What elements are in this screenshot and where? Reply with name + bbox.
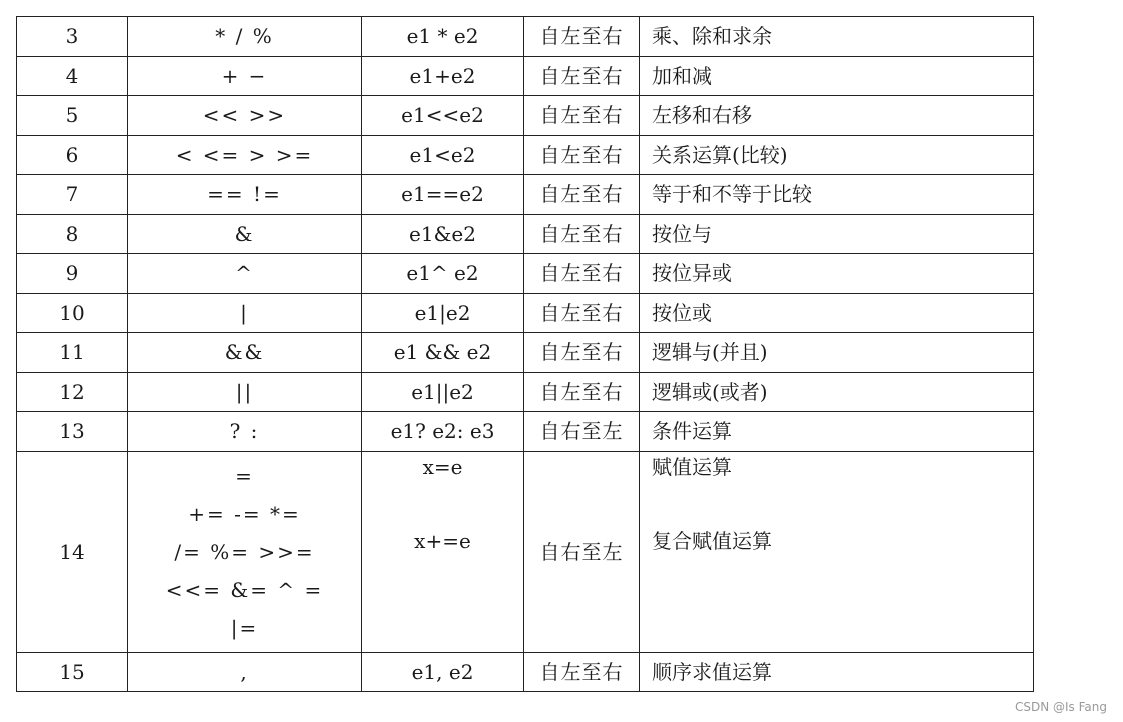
precedence-cell: 14 [17,451,128,652]
precedence-cell: 3 [17,17,128,57]
operators-cell: | [128,293,362,333]
description-cell: 关系运算(比较) [640,135,1034,175]
operator-line: += -= *= [188,501,301,526]
operators-cell: << >> [128,96,362,136]
operators-cell: ? : [128,412,362,452]
table-row [17,254,1034,294]
description-cell: 加和减 [640,56,1034,96]
example-cell: e1+e2 [362,56,524,96]
associativity-cell: 自左至右 [524,175,640,215]
table-body [17,17,1034,692]
example-cell: e1<<e2 [362,96,524,136]
table-row [17,135,1034,175]
example-cell: e1|e2 [362,293,524,333]
table-row [17,214,1034,254]
associativity-cell: 自左至右 [524,372,640,412]
associativity-cell: 自左至右 [524,333,640,373]
table-row [17,96,1034,136]
description-cell: 按位与 [640,214,1034,254]
associativity-cell: 自左至右 [524,214,640,254]
description-cell: 左移和右移 [640,96,1034,136]
table-row [17,293,1034,333]
example-cell: e1 * e2 [362,17,524,57]
example-cell [362,451,524,652]
associativity-cell: 自左至右 [524,96,640,136]
example-cell: e1? e2: e3 [362,412,524,452]
table-row [17,372,1034,412]
operator-line: |= [230,615,259,640]
example-cell: e1<e2 [362,135,524,175]
operators-cell: == != [128,175,362,215]
operators-cell: ^ [128,254,362,294]
precedence-cell: 10 [17,293,128,333]
example-line: x=e [422,454,463,479]
description-line: 复合赋值运算 [652,528,772,553]
description-cell: 逻辑或(或者) [640,372,1034,412]
operators-cell: || [128,372,362,412]
associativity-cell: 自右至左 [524,412,640,452]
description-cell: 按位或 [640,293,1034,333]
associativity-cell: 自左至右 [524,135,640,175]
operators-cell: < <= > >= [128,135,362,175]
precedence-cell: 9 [17,254,128,294]
precedence-cell: 6 [17,135,128,175]
precedence-cell: 12 [17,372,128,412]
description-cell [640,451,1034,652]
associativity-cell: 自左至右 [524,56,640,96]
operator-precedence-table [16,16,1034,692]
precedence-cell: 13 [17,412,128,452]
description-cell: 条件运算 [640,412,1034,452]
table-row [17,175,1034,215]
associativity-cell: 自左至右 [524,17,640,57]
precedence-cell: 7 [17,175,128,215]
associativity-cell: 自左至右 [524,652,640,692]
operators-cell: & [128,214,362,254]
table-row [17,412,1034,452]
table-row [17,17,1034,57]
description-line: 赋值运算 [652,454,732,479]
example-cell: e1==e2 [362,175,524,215]
precedence-cell: 4 [17,56,128,96]
table-row [17,652,1034,692]
description-cell: 按位异或 [640,254,1034,294]
description-cell: 等于和不等于比较 [640,175,1034,215]
table-row [17,333,1034,373]
example-cell: e1^ e2 [362,254,524,294]
precedence-cell: 15 [17,652,128,692]
operators-cell: , [128,652,362,692]
associativity-cell: 自左至右 [524,254,640,294]
example-line: x+=e [414,528,471,553]
operators-cell: && [128,333,362,373]
example-cell: e1, e2 [362,652,524,692]
operators-cell [128,451,362,652]
watermark-text: CSDN @Is Fang [1014,700,1107,714]
table-row [17,56,1034,96]
operators-cell: + − [128,56,362,96]
table-row-assignment [17,451,1034,652]
operator-line: /= %= >>= [174,539,315,564]
operators-cell: * / % [128,17,362,57]
description-cell: 顺序求值运算 [640,652,1034,692]
example-cell: e1||e2 [362,372,524,412]
associativity-cell: 自右至左 [524,451,640,652]
associativity-cell: 自左至右 [524,293,640,333]
precedence-cell: 5 [17,96,128,136]
example-cell: e1&e2 [362,214,524,254]
description-cell: 乘、除和求余 [640,17,1034,57]
operator-line: <<= &= ^ = [165,577,324,602]
example-cell: e1 && e2 [362,333,524,373]
precedence-cell: 8 [17,214,128,254]
precedence-cell: 11 [17,333,128,373]
operator-line: = [235,463,254,488]
description-cell: 逻辑与(并且) [640,333,1034,373]
